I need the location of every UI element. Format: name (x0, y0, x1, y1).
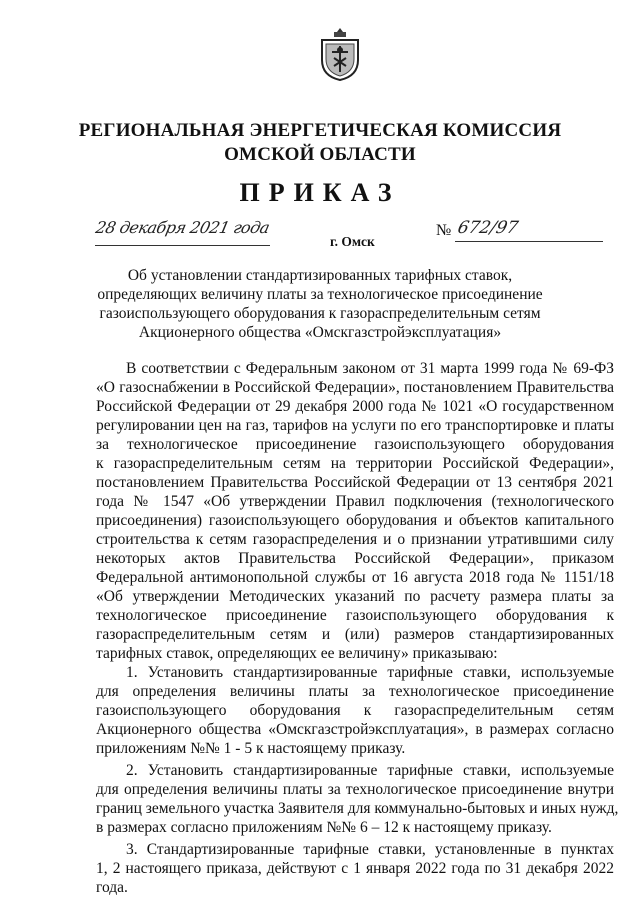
city-label: г. Омск (330, 234, 375, 249)
item2-line: границ земельного участка Заявителя для коммунально-бытовых и иных нужд, (96, 800, 619, 817)
preamble-line: присоединения) газоиспользующего оборудования и объектов капитального (96, 512, 614, 529)
preamble-line: «О газоснабжении в Российской Федерации», постановлением Правительства (96, 379, 614, 396)
preamble-line: некоторых актов Правительства Российской Федерации», приказом (96, 550, 614, 567)
preamble-line: газораспределительным сетям и (или) размеров стандартизированных (96, 626, 614, 643)
document-title: ПРИКАЗ (239, 178, 401, 207)
subject-line: Об установлении стандартизированных тарифных ставок, (127, 267, 513, 284)
preamble-line: к газораспределительным сетям на территории Российской Федерации», (96, 455, 614, 472)
preamble-line: «Об утверждении Методических указаний по расчету размера платы за (96, 588, 614, 605)
preamble-line: строительства к сетям газораспределения и о признании утратившими силу (96, 531, 614, 548)
subject-line: определяющих величину платы за технологическое присоединение (97, 286, 543, 303)
item1-line: 1. Установить стандартизированные тарифные ставки, используемые (126, 664, 614, 681)
item2-line: для определения величины платы за технологическое присоединение внутри (96, 781, 614, 798)
preamble-line: технологическое присоединение газоиспользующего оборудования к (96, 607, 614, 624)
handwritten-date: 28 декабря 2021 года (93, 218, 272, 237)
preamble-line: года № 1547 «Об утверждении Правил подключения (технологического (96, 493, 614, 510)
item1-line: газоиспользующего оборудования к газораспределительным сетям (96, 702, 614, 719)
preamble-line: постановлением Правительства Российской Федерации от 13 сентября 2021 (96, 474, 614, 491)
subject-line: газоиспользующего оборудования к газораспределительным сетям (99, 305, 541, 322)
preamble-line: за технологическое присоединение газоиспользующего оборудования (96, 436, 614, 453)
item2-line: в размерах согласно приложениям №№ 6 – 12 к настоящему приказу. (96, 819, 552, 836)
item3-line: 3. Стандартизированные тарифные ставки, установленные в пунктах (126, 841, 614, 858)
preamble-line: регулировании цен на газ, тарифов на услуги по его транспортировке и платы (96, 417, 614, 434)
subject-line: Акционерного общества «Омскгазстройэксплуатация» (138, 324, 502, 341)
organization-name-line2: ОМСКОЙ ОБЛАСТИ (224, 144, 416, 165)
order-subject (80, 266, 560, 342)
omsk-coat-of-arms-icon (318, 26, 362, 82)
item2-line: 2. Установить стандартизированные тарифные ставки, используемые (126, 762, 614, 779)
item1-line: Акционерного общества «Омскгазстройэксплуатация», в размерах согласно (96, 721, 614, 738)
item1-line: приложениям №№ 1 - 5 к настоящему приказу. (96, 740, 406, 757)
preamble-line: тарифных ставок, определяющих ее величину» приказываю: (96, 645, 498, 662)
organization-name-line1: РЕГИОНАЛЬНАЯ ЭНЕРГЕТИЧЕСКАЯ КОМИССИЯ (78, 120, 562, 141)
number-sign: № (436, 222, 452, 239)
preamble-line: Российской Федерации от 29 декабря 2000 года № 1021 «О государственном (96, 398, 614, 415)
item3-line: 1, 2 настоящего приказа, действуют с 1 января 2022 года по 31 декабря 2022 (96, 860, 614, 877)
item3-line: года. (96, 879, 128, 896)
order-body (96, 359, 619, 897)
preamble-line: В соответствии с Федеральным законом от 31 марта 1999 года № 69-ФЗ (126, 360, 614, 377)
handwritten-number: 672/97 (455, 218, 520, 238)
preamble-line: Федеральной антимонопольной службы от 16 августа 2018 года № 1151/18 (96, 569, 614, 586)
item1-line: для определения величины платы за технологическое присоединение (96, 683, 614, 700)
